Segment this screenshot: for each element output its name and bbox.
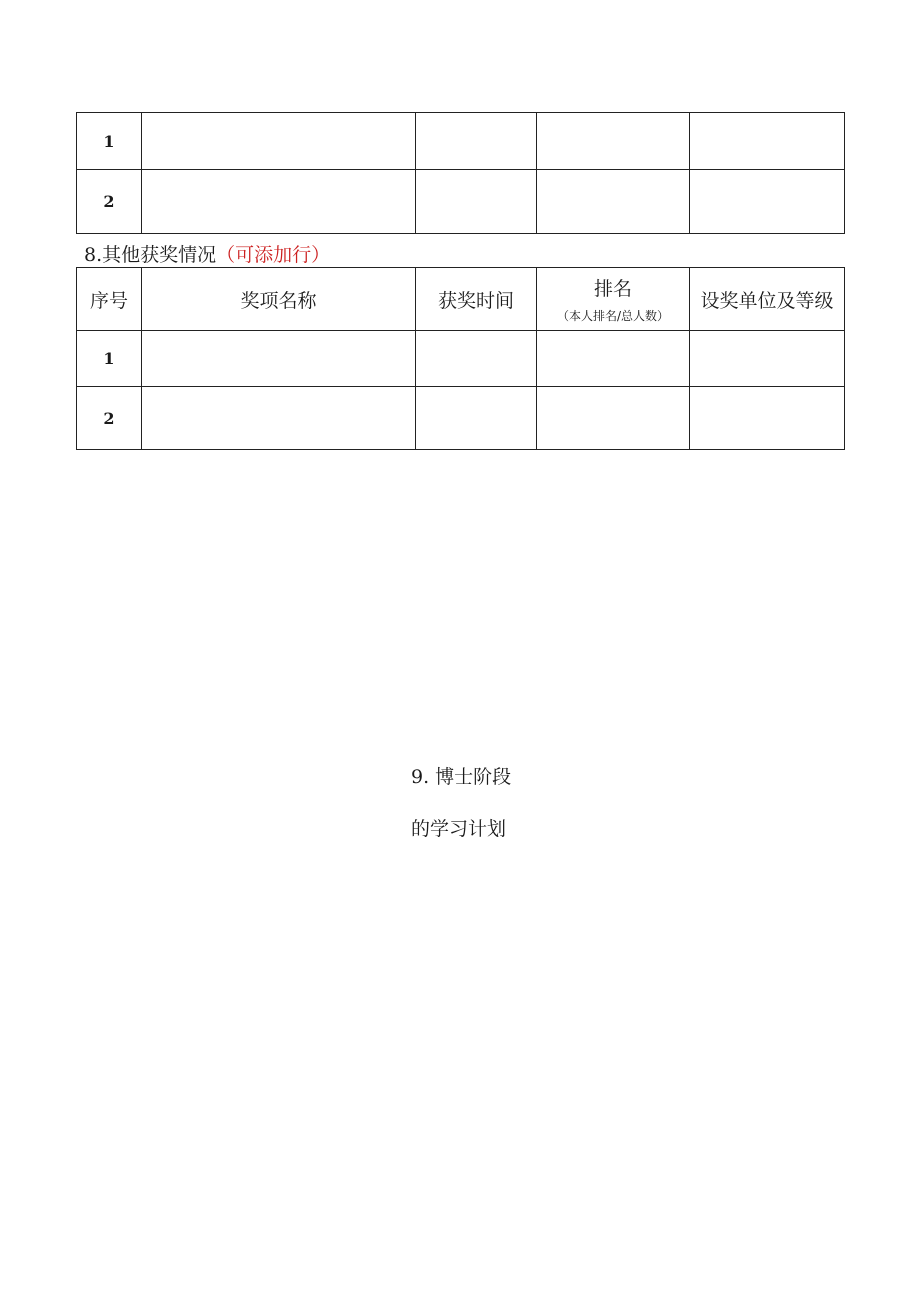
header-rank-label: 排名 bbox=[593, 278, 632, 300]
table-cell[interactable] bbox=[537, 331, 690, 387]
table-cell[interactable] bbox=[537, 170, 690, 234]
table-cell[interactable] bbox=[690, 170, 845, 234]
table-cell[interactable] bbox=[537, 113, 690, 170]
section-9-heading-line2: 的学习计划 bbox=[411, 818, 507, 840]
row-index: 1 bbox=[77, 331, 142, 387]
table-cell[interactable] bbox=[537, 387, 690, 450]
table-cell[interactable] bbox=[416, 113, 537, 170]
header-seq: 序号 bbox=[77, 268, 142, 331]
table-row bbox=[77, 170, 845, 234]
table-cell[interactable] bbox=[142, 170, 416, 234]
table-row bbox=[77, 113, 845, 170]
header-award-name: 奖项名称 bbox=[142, 268, 416, 331]
header-org-level: 设奖单位及等级 bbox=[690, 268, 845, 331]
table-cell[interactable] bbox=[142, 113, 416, 170]
row-index: 2 bbox=[77, 387, 142, 450]
section-9-heading-line1: 9. 博士阶段 bbox=[411, 766, 512, 788]
table-cell[interactable] bbox=[690, 113, 845, 170]
table-row bbox=[77, 331, 845, 387]
table-cell[interactable] bbox=[690, 331, 845, 387]
section-8-heading bbox=[84, 241, 330, 269]
row-index: 2 bbox=[77, 170, 142, 234]
row-index: 1 bbox=[77, 113, 142, 170]
table-row bbox=[77, 387, 845, 450]
table-cell[interactable] bbox=[416, 331, 537, 387]
other-awards-table bbox=[76, 267, 845, 450]
table-cell[interactable] bbox=[690, 387, 845, 450]
add-rows-note: （可添加行） bbox=[216, 244, 331, 266]
table-cell[interactable] bbox=[142, 331, 416, 387]
previous-section-table bbox=[76, 112, 845, 234]
section-8-title: 8.其他获奖情况 bbox=[84, 244, 217, 266]
header-rank bbox=[537, 268, 690, 331]
table-header-row bbox=[77, 268, 845, 331]
header-rank-sub: （本人排名/总人数） bbox=[556, 309, 670, 323]
table-cell[interactable] bbox=[416, 387, 537, 450]
header-award-time: 获奖时间 bbox=[416, 268, 537, 331]
table-cell[interactable] bbox=[416, 170, 537, 234]
table-cell[interactable] bbox=[142, 387, 416, 450]
